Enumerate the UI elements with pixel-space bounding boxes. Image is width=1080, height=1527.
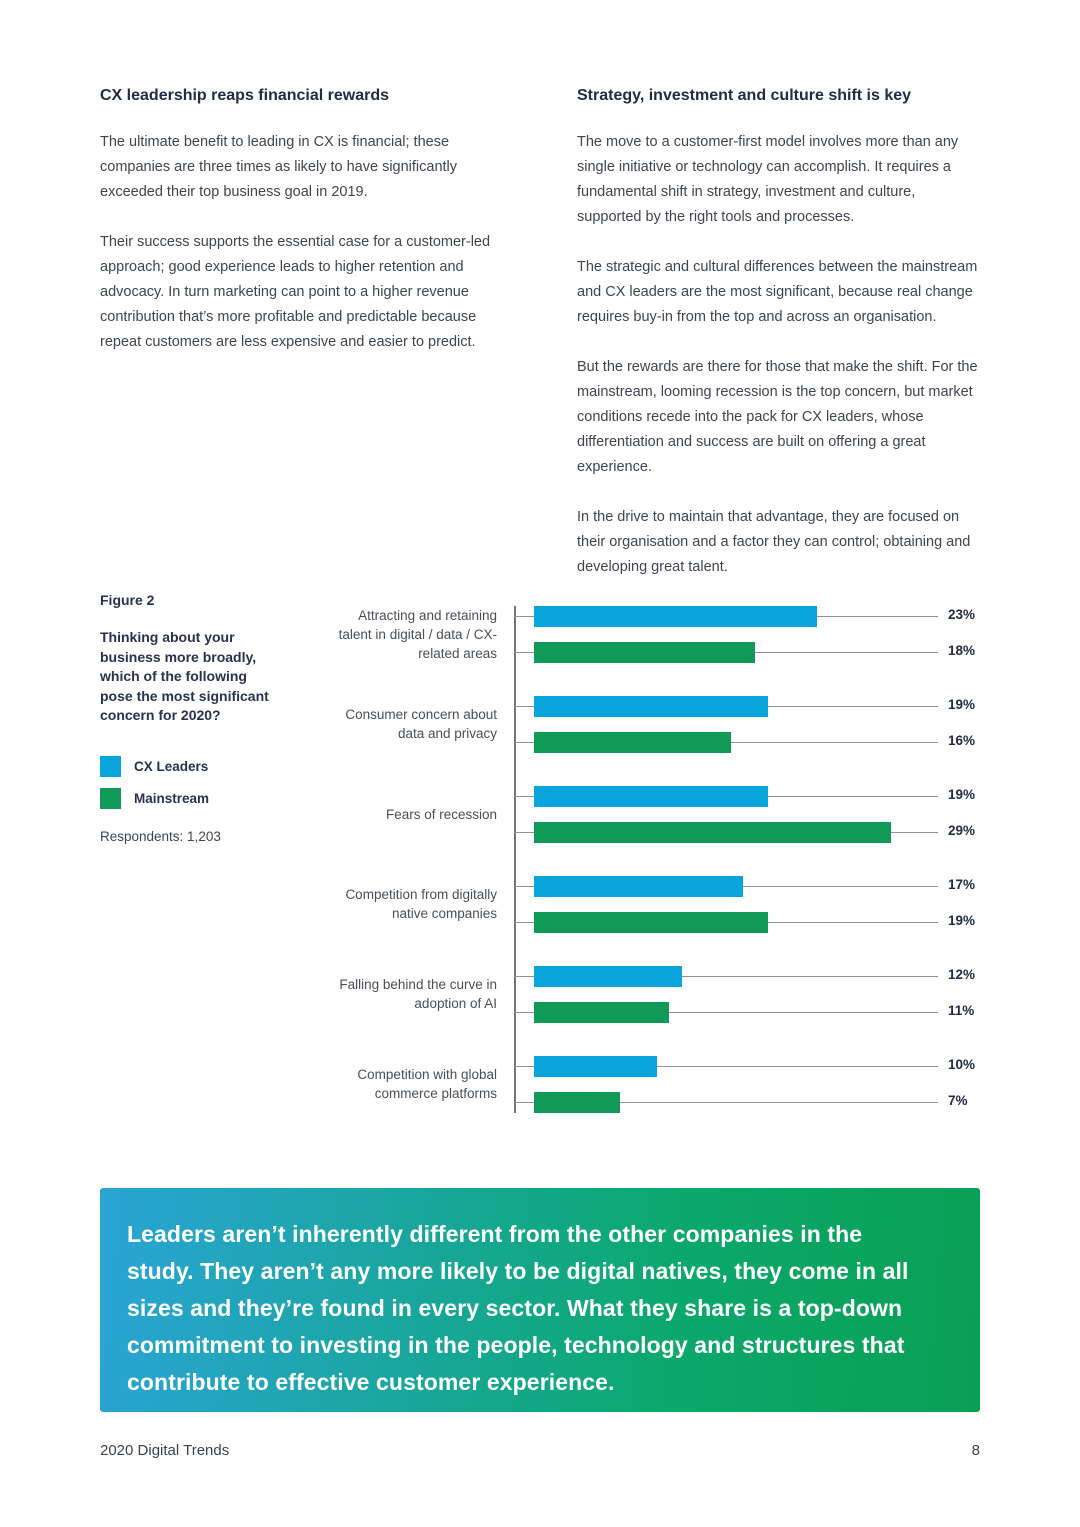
left-paragraph-1: The ultimate benefit to leading in CX is financial; these companies are three times as likely to have significantly exceeded their top business goal in 2019.: [100, 134, 458, 200]
value-label: 19%: [948, 697, 976, 712]
value-label: 12%: [948, 967, 976, 982]
bar-mainstream: [534, 822, 891, 843]
category-label: Competition with global commerce platforms: [357, 1067, 497, 1101]
category-label: Fears of recession: [385, 806, 497, 822]
figure-respondents: Respondents: 1,203: [100, 828, 221, 844]
bar-mainstream: [534, 912, 768, 933]
left-column-heading: CX leadership reaps financial rewards: [100, 87, 390, 104]
bar-mainstream: [534, 732, 731, 753]
column-right: [577, 86, 980, 605]
left-paragraph-2: Their success supports the essential case for a customer-led approach; good experience leads to higher retention and advocacy. In turn marketing can point to a higher revenue contribution that’s more profitable and predictable because repeat customers are less expensive and easier to predict.: [100, 234, 491, 350]
intro-columns: [100, 86, 980, 605]
value-label: 19%: [948, 913, 976, 928]
value-label: 18%: [948, 643, 976, 658]
right-paragraph-1: The move to a customer-first model involves more than any single initiative or technology can accomplish. It requires a fundamental shift in strategy, investment and culture, supported by the right tools and processes.: [577, 134, 959, 225]
value-label: 7%: [948, 1093, 968, 1108]
value-label: 16%: [948, 733, 976, 748]
value-label: 10%: [948, 1057, 976, 1072]
page-footer: [100, 1442, 980, 1459]
value-label: 19%: [948, 787, 976, 802]
bar-cx-leaders: [534, 606, 817, 627]
bar-mainstream: [534, 1092, 620, 1113]
right-paragraph-4: In the drive to maintain that advantage, they are focused on their organisation and a factor they can control; obtaining and developing great talent.: [577, 509, 971, 575]
value-label: 17%: [948, 877, 976, 892]
right-paragraph-2: The strategic and cultural differences between the mainstream and CX leaders are the most significant, because real change requires buy-in from the top and across an organisation.: [577, 259, 978, 325]
bar-cx-leaders: [534, 876, 743, 897]
footer-page-number: 8: [971, 1442, 980, 1459]
quote-box: [100, 1188, 980, 1412]
value-label: 29%: [948, 823, 976, 838]
chart-axis: [514, 606, 516, 1113]
category-label: Attracting and retaining talent in digital / data / CX- related areas: [338, 607, 497, 661]
bar-mainstream: [534, 1002, 669, 1023]
figure-question: Thinking about your business more broadly, which of the following pose the most significant concern for 2020?: [100, 629, 269, 723]
quote-text: Leaders aren’t inherently different from the other companies in the study. They aren’t any more likely to be digital natives, they come in all sizes and they’re found in every sector. What they share is a top-down commitment to investing in the people, technology and structures that contribute to effective customer experience.: [127, 1221, 909, 1395]
figure-label: Figure 2: [100, 592, 155, 608]
bar-cx-leaders: [534, 1056, 657, 1077]
value-label: 11%: [948, 1003, 975, 1018]
cx-leaders-label: CX Leaders: [134, 758, 209, 774]
right-column-heading: Strategy, investment and culture shift is key: [577, 87, 912, 104]
column-left: [100, 86, 492, 605]
category-label: Consumer concern about data and privacy: [345, 707, 497, 741]
footer-title: 2020 Digital Trends: [100, 1442, 230, 1459]
category-label: Falling behind the curve in adoption of AI: [339, 977, 497, 1011]
value-label: 23%: [948, 607, 976, 622]
bar-cx-leaders: [534, 696, 768, 717]
right-paragraph-3: But the rewards are there for those that make the shift. For the mainstream, looming recession is the top concern, but market conditions recede into the pack for CX leaders, whose differentiation and success are built on offering a great experience.: [577, 359, 978, 475]
bar-chart: [100, 590, 980, 1130]
bar-mainstream: [534, 642, 755, 663]
bar-cx-leaders: [534, 966, 682, 987]
category-label: Competition from digitally native companies: [345, 887, 497, 921]
mainstream-label: Mainstream: [134, 790, 210, 806]
bar-cx-leaders: [534, 786, 768, 807]
